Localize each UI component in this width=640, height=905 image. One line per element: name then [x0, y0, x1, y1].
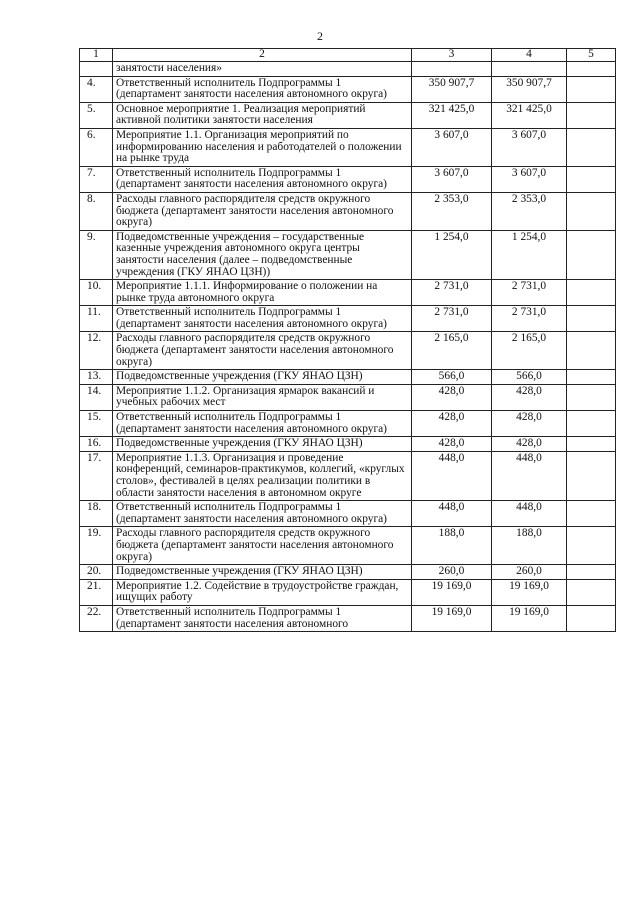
row-value-col5 [567, 76, 616, 102]
row-value-col3: 321 425,0 [412, 102, 492, 128]
row-description: Ответственный исполнитель Подпрограммы 1 (департамент занятости населения автономного округа) [113, 411, 412, 437]
row-description: Ответственный исполнитель Подпрограммы 1 (департамент занятости населения автономного округа) [113, 501, 412, 527]
row-value-col4: 19 169,0 [492, 605, 567, 631]
table-row [80, 332, 616, 370]
row-description: Мероприятие 1.2. Содействие в трудоустройстве граждан, ищущих работу [113, 579, 412, 605]
row-value-col4: 321 425,0 [492, 102, 567, 128]
row-description: Основное мероприятие 1. Реализация мероприятий активной политики занятости населения [113, 102, 412, 128]
row-value-col5 [567, 332, 616, 370]
header-col-5: 5 [567, 49, 616, 62]
table-row [80, 280, 616, 306]
row-value-col4: 2 353,0 [492, 192, 567, 230]
row-value-col4: 428,0 [492, 384, 567, 410]
table-row [80, 384, 616, 410]
row-description: Расходы главного распорядителя средств окружного бюджета (департамент занятости населения автономного округа) [113, 192, 412, 230]
row-value-col5 [567, 306, 616, 332]
row-value-col4: 448,0 [492, 451, 567, 500]
table-row [80, 230, 616, 279]
header-col-4: 4 [492, 49, 567, 62]
row-number: 18. [80, 501, 113, 527]
row-value-col4: 3 607,0 [492, 128, 567, 166]
row-value-col5 [567, 280, 616, 306]
header-col-3: 3 [412, 49, 492, 62]
row-description: Расходы главного распорядителя средств окружного бюджета (департамент занятости населения автономного округа) [113, 527, 412, 565]
row-value-col3: 19 169,0 [412, 579, 492, 605]
table-row [80, 370, 616, 385]
row-value-col5 [567, 62, 616, 77]
row-value-col5 [567, 605, 616, 631]
row-number: 10. [80, 280, 113, 306]
row-value-col4: 188,0 [492, 527, 567, 565]
table-row [80, 527, 616, 565]
row-value-col3: 3 607,0 [412, 128, 492, 166]
table-row [80, 166, 616, 192]
row-value-col3: 428,0 [412, 411, 492, 437]
row-number: 9. [80, 230, 113, 279]
row-number: 14. [80, 384, 113, 410]
row-value-col5 [567, 565, 616, 580]
page-number: 2 [317, 29, 323, 43]
row-value-col4: 3 607,0 [492, 166, 567, 192]
row-number: 4. [80, 76, 113, 102]
row-number: 5. [80, 102, 113, 128]
row-description: Расходы главного распорядителя средств окружного бюджета (департамент занятости населения автономного округа) [113, 332, 412, 370]
row-value-col4: 260,0 [492, 565, 567, 580]
row-description: Мероприятие 1.1. Организация мероприятий по информированию населения и работодателей о положении на рынке труда [113, 128, 412, 166]
row-value-col4: 2 165,0 [492, 332, 567, 370]
row-number: 13. [80, 370, 113, 385]
row-value-col4: 428,0 [492, 437, 567, 452]
row-value-col4: 19 169,0 [492, 579, 567, 605]
table-row [80, 437, 616, 452]
row-value-col4: 2 731,0 [492, 306, 567, 332]
row-number: 11. [80, 306, 113, 332]
row-value-col3: 260,0 [412, 565, 492, 580]
table-row [80, 605, 616, 631]
row-value-col4: 428,0 [492, 411, 567, 437]
header-col-1: 1 [80, 49, 113, 62]
row-description: Подведомственные учреждения (ГКУ ЯНАО ЦЗН) [113, 437, 412, 452]
budget-table [79, 48, 616, 632]
row-number: 12. [80, 332, 113, 370]
row-value-col5 [567, 370, 616, 385]
row-value-col3 [412, 62, 492, 77]
table-row [80, 102, 616, 128]
row-value-col4: 350 907,7 [492, 76, 567, 102]
table-row [80, 501, 616, 527]
row-number [80, 62, 113, 77]
row-value-col3: 350 907,7 [412, 76, 492, 102]
table-row [80, 192, 616, 230]
row-value-col3: 566,0 [412, 370, 492, 385]
row-value-col3: 3 607,0 [412, 166, 492, 192]
row-number: 22. [80, 605, 113, 631]
row-number: 20. [80, 565, 113, 580]
table-row [80, 306, 616, 332]
table-header-row [80, 49, 616, 62]
row-number: 16. [80, 437, 113, 452]
row-value-col5 [567, 230, 616, 279]
row-value-col5 [567, 437, 616, 452]
row-value-col5 [567, 527, 616, 565]
row-value-col3: 448,0 [412, 501, 492, 527]
row-value-col3: 188,0 [412, 527, 492, 565]
table-row [80, 411, 616, 437]
row-value-col3: 2 353,0 [412, 192, 492, 230]
row-number: 19. [80, 527, 113, 565]
row-value-col4: 1 254,0 [492, 230, 567, 279]
row-value-col3: 19 169,0 [412, 605, 492, 631]
row-description: Мероприятие 1.1.1. Информирование о положении на рынке труда автономного округа [113, 280, 412, 306]
row-value-col4: 566,0 [492, 370, 567, 385]
row-description: Ответственный исполнитель Подпрограммы 1 (департамент занятости населения автономного округа) [113, 306, 412, 332]
row-value-col3: 2 165,0 [412, 332, 492, 370]
table-row [80, 579, 616, 605]
row-value-col4: 2 731,0 [492, 280, 567, 306]
table-row [80, 451, 616, 500]
row-description: Мероприятие 1.1.3. Организация и проведение конференций, семинаров-практикумов, коллегий, «круглых столов», фестивалей в целях реализации политики в области занятости населения в автономном округе [113, 451, 412, 500]
row-value-col3: 2 731,0 [412, 306, 492, 332]
table-row [80, 76, 616, 102]
row-description: Ответственный исполнитель Подпрограммы 1 (департамент занятости населения автономного [113, 605, 412, 631]
row-value-col5 [567, 501, 616, 527]
row-description: Мероприятие 1.1.2. Организация ярмарок вакансий и учебных рабочих мест [113, 384, 412, 410]
row-value-col3: 428,0 [412, 384, 492, 410]
row-value-col3: 1 254,0 [412, 230, 492, 279]
row-value-col5 [567, 128, 616, 166]
row-description: Подведомственные учреждения – государственные казенные учреждения автономного округа центры занятости населения (далее – подведомственные учреждения (ГКУ ЯНАО ЦЗН)) [113, 230, 412, 279]
header-col-2: 2 [113, 49, 412, 62]
row-number: 21. [80, 579, 113, 605]
row-number: 17. [80, 451, 113, 500]
row-value-col4: 448,0 [492, 501, 567, 527]
row-value-col5 [567, 166, 616, 192]
row-value-col5 [567, 451, 616, 500]
row-value-col5 [567, 102, 616, 128]
row-number: 15. [80, 411, 113, 437]
row-value-col5 [567, 579, 616, 605]
row-value-col3: 2 731,0 [412, 280, 492, 306]
row-value-col5 [567, 384, 616, 410]
row-value-col5 [567, 411, 616, 437]
row-number: 8. [80, 192, 113, 230]
row-number: 6. [80, 128, 113, 166]
row-value-col3: 428,0 [412, 437, 492, 452]
row-number: 7. [80, 166, 113, 192]
row-description: занятости населения» [113, 62, 412, 77]
row-value-col5 [567, 192, 616, 230]
table-row [80, 565, 616, 580]
row-description: Подведомственные учреждения (ГКУ ЯНАО ЦЗН) [113, 370, 412, 385]
row-description: Ответственный исполнитель Подпрограммы 1 (департамент занятости населения автономного округа) [113, 166, 412, 192]
row-description: Ответственный исполнитель Подпрограммы 1 (департамент занятости населения автономного округа) [113, 76, 412, 102]
table-row [80, 128, 616, 166]
table-row [80, 62, 616, 77]
row-description: Подведомственные учреждения (ГКУ ЯНАО ЦЗН) [113, 565, 412, 580]
row-value-col3: 448,0 [412, 451, 492, 500]
row-value-col4 [492, 62, 567, 77]
